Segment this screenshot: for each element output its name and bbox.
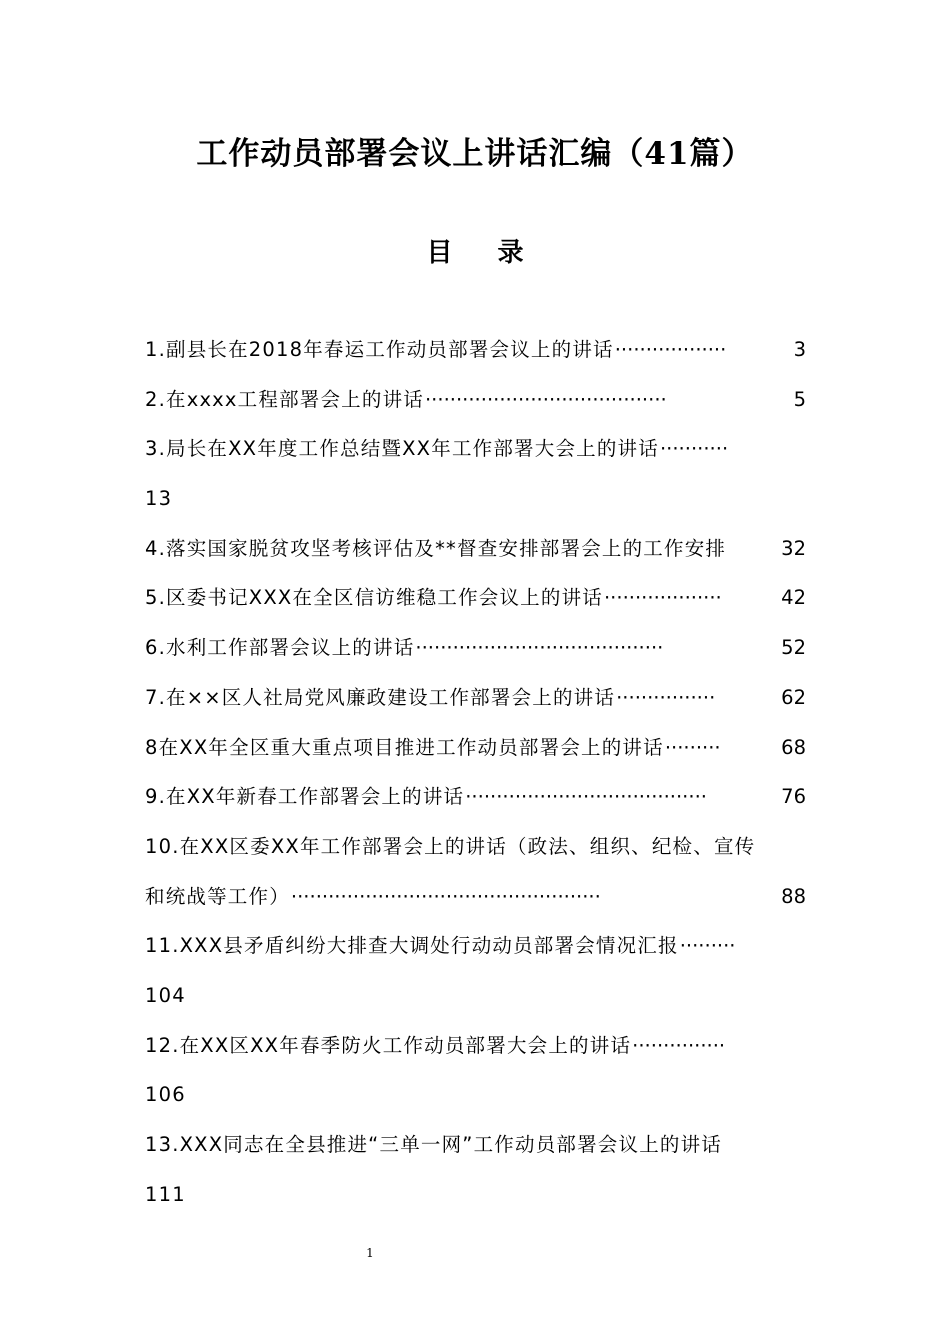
toc-entry-3 [145, 432, 806, 482]
toc-entry-page: 76 [781, 785, 806, 809]
toc-entry-text: 4.落实国家脱贫攻坚考核评估及**督查安排部署会上的工作安排 [145, 536, 727, 560]
toc-entry-11 [145, 929, 806, 979]
dot-leader: ··········· [659, 437, 729, 461]
toc-entry-9 [145, 780, 806, 830]
dot-leader [723, 1128, 805, 1178]
toc-entry-page: 88 [781, 884, 806, 908]
toc-entry-text: 106 [145, 1083, 186, 1107]
toc-entry-text: 2.在xxxx工程部署会上的讲话 [145, 387, 424, 411]
toc-entry-page: 42 [781, 586, 806, 610]
toc-entry-2 [145, 383, 806, 433]
toc-entry-6 [145, 631, 806, 681]
toc-entry-page: 62 [781, 685, 806, 709]
toc-entry-text: 8在XX年全区重大重点项目推进工作动员部署会上的讲话 [145, 735, 664, 759]
dot-leader: ·················································· [290, 884, 601, 908]
toc-entry-page: 32 [781, 536, 806, 560]
toc-heading: 目 录 [426, 238, 542, 268]
dot-leader: ················ [616, 685, 716, 709]
toc-entry-text: 11.XXX县矛盾纠纷大排查大调处行动动员部署会情况汇报 [145, 934, 679, 958]
toc-entry-text: 12.在XX区XX年春季防火工作动员部署大会上的讲话 [145, 1033, 632, 1057]
dot-leader: ······································· [465, 785, 707, 809]
toc-entry-text: 13.XXX同志在全县推进“三单一网”工作动员部署会议上的讲话 [145, 1133, 722, 1156]
dot-leader [187, 1178, 805, 1228]
toc-entry-12 [145, 1029, 806, 1079]
toc-entry-text: 10.在XX区委XX年工作部署会上的讲话（政法、组织、纪检、宣传 [145, 834, 756, 858]
dot-leader: ·················· [614, 338, 727, 361]
dot-leader: ········································ [415, 636, 664, 660]
toc-entry-text: 和统战等工作） [145, 884, 290, 908]
toc-entry-text: 104 [145, 983, 186, 1007]
dot-leader: ········· [664, 735, 721, 759]
toc-entry-5 [145, 581, 806, 631]
toc-entry-1 [145, 333, 806, 383]
toc-entry-3-page [145, 482, 806, 532]
toc-entry-text: 111 [145, 1182, 186, 1206]
toc-entry-12-page [145, 1078, 806, 1128]
dot-leader [756, 830, 805, 880]
toc-entry-page: 52 [781, 636, 806, 660]
dot-leader [173, 482, 805, 532]
dot-leader: ··················· [603, 586, 722, 610]
toc-entry-7 [145, 681, 806, 731]
toc-entry-page: 3 [793, 338, 806, 361]
toc-entry-text: 13 [145, 487, 173, 511]
toc-entry-text: 3.局长在XX年度工作总结暨XX年工作部署大会上的讲话 [145, 437, 659, 461]
toc-entry-text: 5.区委书记XXX在全区信访维稳工作会议上的讲话 [145, 586, 603, 610]
dot-leader: ········· [679, 934, 736, 958]
document-title: 工作动员部署会议上讲话汇编（41篇） [196, 136, 754, 172]
dot-leader [187, 1078, 805, 1128]
toc-entry-text: 9.在XX年新春工作部署会上的讲话 [145, 785, 465, 809]
toc-entry-page: 5 [793, 387, 806, 411]
toc-entry-10 [145, 830, 806, 880]
toc-entry-text: 1.副县长在2018年春运工作动员部署会议上的讲话 [145, 338, 614, 361]
toc-entry-8 [145, 731, 806, 781]
dot-leader: ······································· [424, 387, 667, 411]
toc-entry-4 [145, 532, 806, 582]
dot-leader [187, 979, 805, 1029]
toc-entry-13-page [145, 1178, 806, 1228]
toc-entry-13 [145, 1128, 806, 1178]
toc-entry-10-cont [145, 880, 806, 930]
toc-entry-text: 6.水利工作部署会议上的讲话 [145, 636, 415, 660]
toc-entry-11-page [145, 979, 806, 1029]
page-number: 1 [366, 1246, 374, 1260]
dot-leader: ··············· [632, 1033, 726, 1057]
toc-entry-page: 68 [781, 735, 806, 759]
table-of-contents [145, 333, 806, 1227]
dot-leader [727, 532, 780, 582]
toc-entry-text: 7.在××区人社局党风廉政建设工作部署会上的讲话 [145, 685, 616, 709]
